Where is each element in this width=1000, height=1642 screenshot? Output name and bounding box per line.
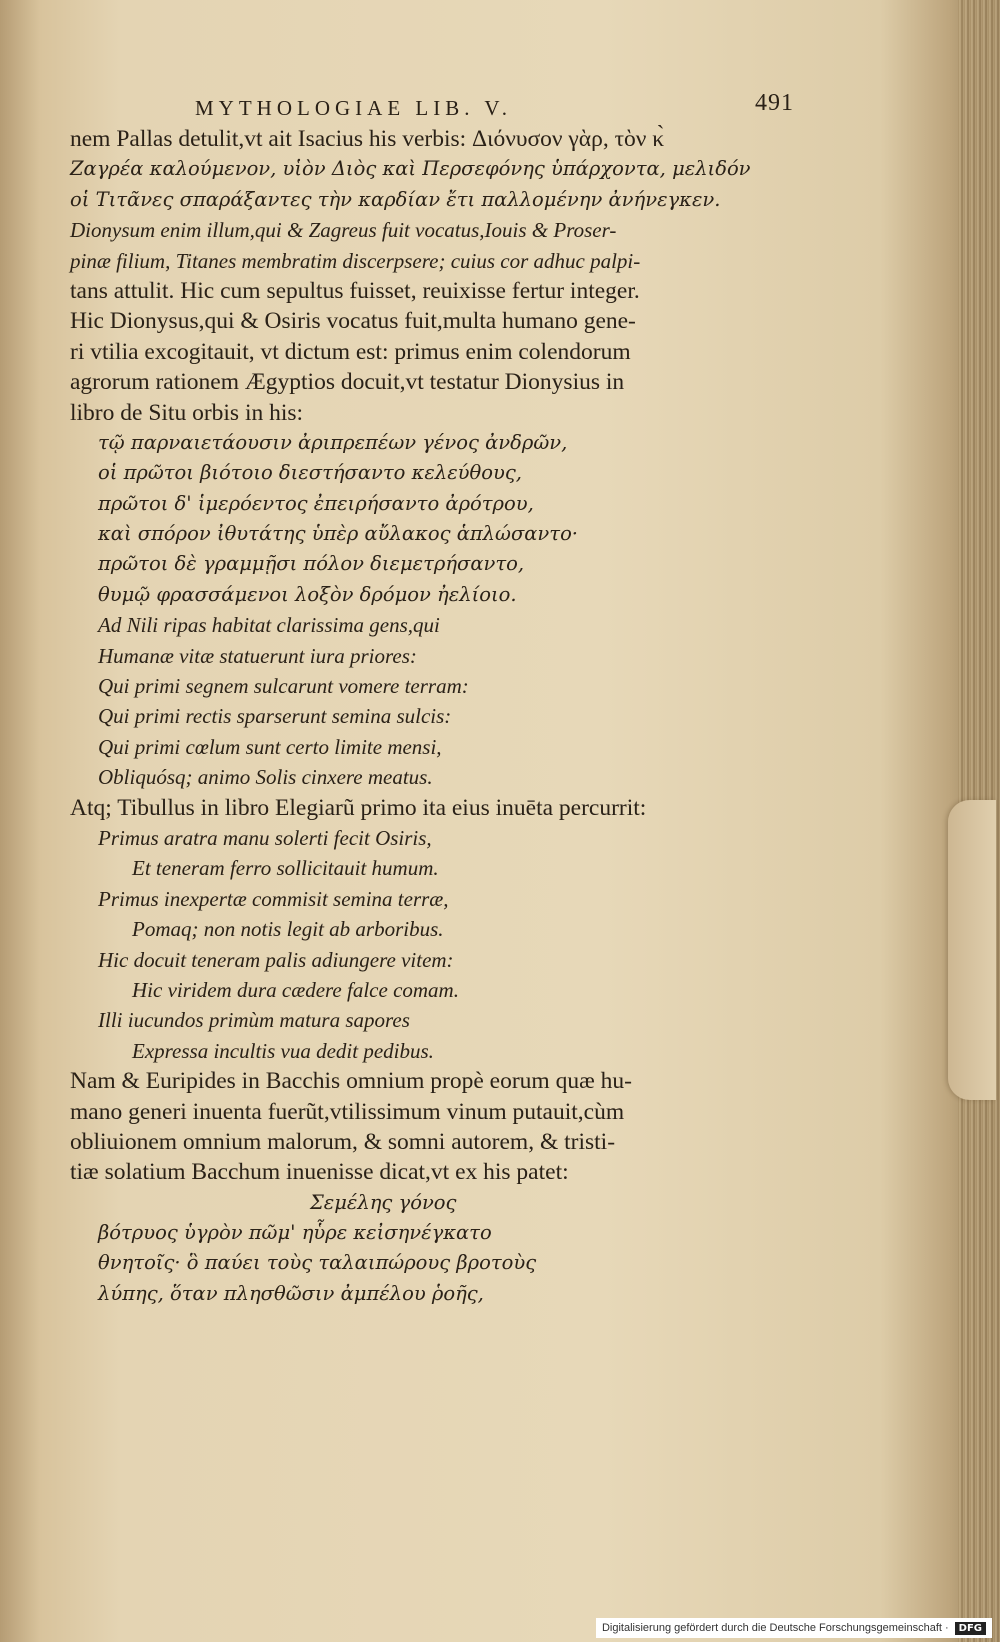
text-line: Σεμέλης γόνος	[310, 1190, 457, 1214]
text-line: Qui primi rectis sparserunt semina sulcis:	[98, 704, 452, 729]
text-line: ri vtilia excogitauit, vt dictum est: primus enim colendorum	[70, 338, 631, 365]
page-number: 491	[755, 90, 794, 116]
text-line: οἱ πρῶτοι βιότοιο διεστήσαντο κελεύθους,	[98, 461, 522, 485]
text-line: Illi iucundos primùm matura sapores	[98, 1008, 410, 1033]
text-line: Qui primi segnem sulcarunt vomere terram:	[98, 674, 469, 699]
text-line: Qui primi cœlum sunt certo limite mensi,	[98, 734, 442, 759]
text-line: Atq; Tibullus in libro Elegiarũ primo ita eius inuēta percurrit:	[70, 794, 647, 821]
text-line: Obliquósq; animo Solis cinxere meatus.	[98, 765, 433, 790]
text-line: nem Pallas detulit,vt ait Isacius his verbis: Διόνυσον γὰρ, τὸν κ̀	[70, 126, 665, 152]
text-line: Pomaq; non notis legit ab arboribus.	[132, 917, 444, 942]
text-line: οἱ Τιτᾶνες σπαράξαντες τὴν καρδίαν ἔτι παλλομένην ἀνήνεγκεν.	[70, 187, 721, 211]
book-page	[70, 90, 794, 1309]
text-line: Humanæ vitæ statuerunt iura priores:	[98, 643, 417, 668]
text-line: Dionysum enim illum,qui & Zagreus fuit vocatus,Iouis & Proser-	[70, 218, 617, 243]
text-line: Ζαγρέα καλούμενον, υἱὸν Διὸς καὶ Περσεφόνης ὑπάρχοντα, μελιδόν	[70, 157, 751, 181]
text-line: pinæ filium, Titanes membratim discerpsere; cuius cor adhuc palpi-	[70, 248, 641, 273]
text-line: agrorum rationem Ægyptios docuit,vt testatur Dionysius in	[70, 369, 625, 396]
text-line: Ad Nili ripas habitat clarissima gens,qui	[98, 613, 440, 638]
running-title: MYTHOLOGIAE LIB. V.	[195, 96, 513, 120]
text-line: πρῶτοι δὲ γραμμῇσι πόλον διεμετρήσαντο,	[98, 552, 525, 576]
text-line: πρῶτοι δ' ἱμερόεντος ἐπειρήσαντο ἀρότρου,	[98, 491, 534, 515]
footer-text: Digitalisierung gefördert durch die Deutsche Forschungsgemeinschaft ·	[601, 1622, 949, 1634]
text-line: λύπης, ὅταν πλησθῶσιν ἀμπέλου ῥοῆς,	[98, 1281, 484, 1305]
text-line: βότρυος ὑγρὸν πῶμ' ηὗρε κεἰσηνέγκατο	[98, 1221, 492, 1245]
text-line: Expressa incultis vua dedit pedibus.	[132, 1038, 434, 1063]
text-line: τῷ παρναιετάουσιν ἀριπρεπέων γένος ἀνδρῶν,	[98, 430, 568, 454]
text-line: obliuionem omnium malorum, & somni autorem, & tristi-	[70, 1128, 616, 1155]
text-line: Hic Dionysus,qui & Osiris vocatus fuit,multa humano gene-	[70, 308, 636, 335]
text-line: Et teneram ferro sollicitauit humum.	[132, 856, 439, 881]
text-line: θυμῷ φρασσάμενοι λοξὸν δρόμον ἠελίοιο.	[98, 582, 517, 606]
text-line: Nam & Euripides in Bacchis omnium propè eorum quæ hu-	[70, 1068, 632, 1095]
text-line: Hic docuit teneram palis adiungere vitem:	[98, 947, 454, 972]
text-line: Primus aratra manu solerti fecit Osiris,	[98, 825, 432, 850]
dfg-logo: DFG	[955, 1622, 986, 1635]
text-line: mano generi inuenta fuerũt,vtilissimum vinum putauit,cùm	[70, 1098, 625, 1125]
text-line: libro de Situ orbis in his:	[70, 399, 304, 426]
page-tab	[948, 800, 996, 1100]
text-line: Primus inexpertæ commisit semina terræ,	[98, 886, 449, 911]
text-line: tiæ solatium Bacchum inuenisse dicat,vt ex his patet:	[70, 1159, 569, 1186]
footer-credit	[596, 1618, 992, 1638]
page-body	[70, 124, 770, 1309]
text-line: Hic viridem dura cædere falce comam.	[132, 977, 459, 1002]
page-header	[195, 90, 794, 124]
text-line: θνητοῖς· ὃ παύει τοὺς ταλαιπώρους βροτοὺς	[98, 1251, 537, 1275]
text-line: καὶ σπόρον ἰθυτάτης ὑπὲρ αὔλακος ἁπλώσαντο·	[98, 522, 579, 546]
text-line: tans attulit. Hic cum sepultus fuisset, reuixisse fertur integer.	[70, 277, 640, 304]
